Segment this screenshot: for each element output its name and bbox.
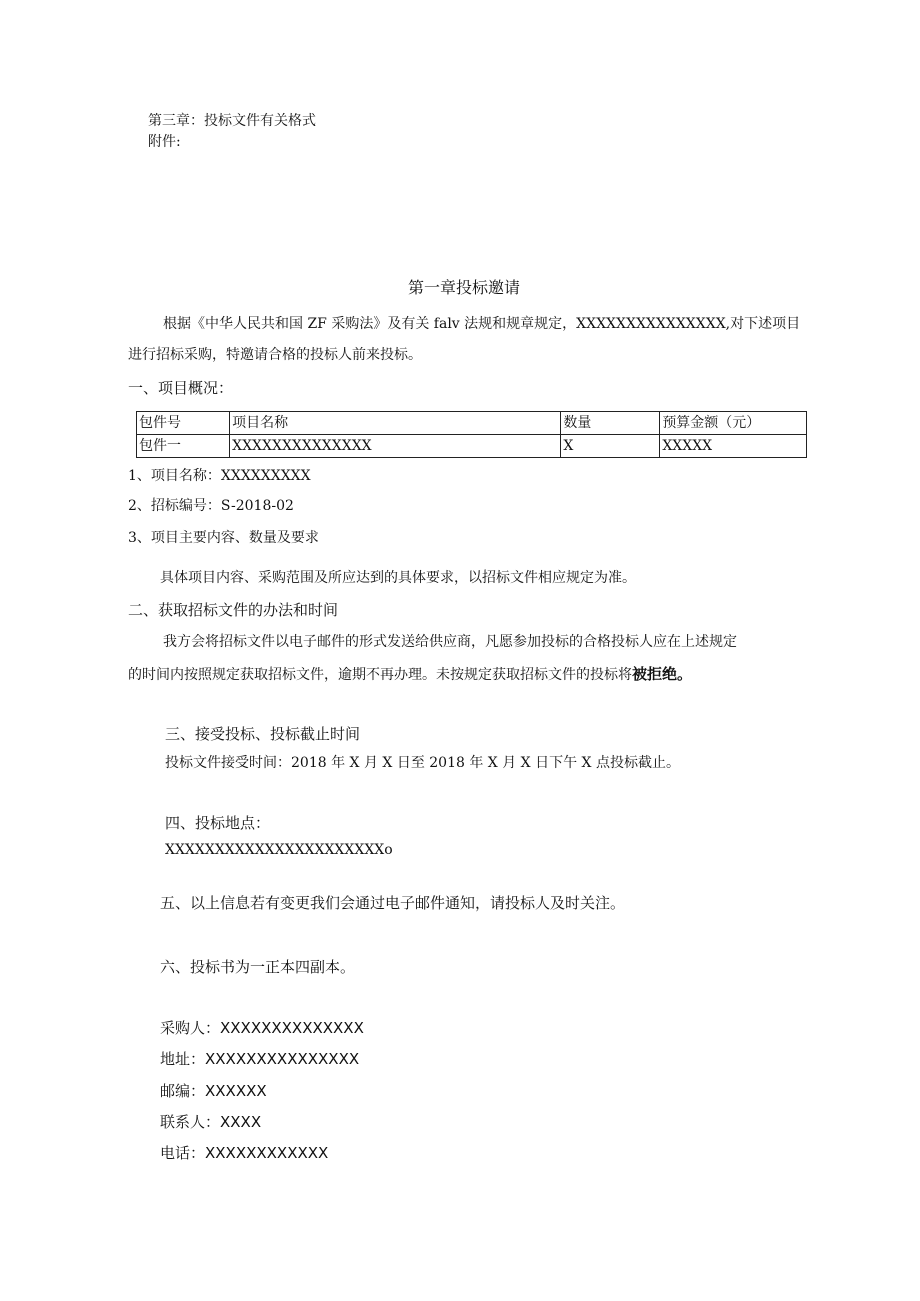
section2-rejected: 被拒绝。 [632, 665, 693, 683]
contact-address: 地址：XXXXXXXXXXXXXXX [160, 1050, 360, 1068]
content-text: 具体项目内容、采购范围及所应达到的具体要求，以招标文件相应规定为准。 [160, 570, 636, 586]
section2-line1: 我方会将招标文件以电子邮件的形式发送给供应商，凡愿参加投标的合格投标人应在上述规定 [163, 634, 737, 650]
intro-line1: 根据《中华人民共和国 ZF 采购法》及有关 falv 法规和规章规定，XXXXXXXXXXXXXXX,对下述项目 [163, 316, 801, 332]
contact-postcode: 邮编：XXXXXX [160, 1082, 267, 1100]
item-project-name: 1、项目名称：XXXXXXXXX [128, 468, 311, 484]
project-table [136, 411, 807, 458]
section3-title: 三、接受投标、投标截止时间 [165, 725, 361, 743]
contact-phone: 电话：XXXXXXXXXXXX [160, 1144, 329, 1162]
section2-title: 二、获取招标文件的办法和时间 [128, 601, 339, 619]
table-header-cell: 数量 [561, 412, 660, 435]
section3-text: 投标文件接受时间：2018 年 X 月 X 日至 2018 年 X 月 X 日下午 X 点投标截止。 [165, 755, 680, 771]
table-header-cell: 项目名称 [230, 412, 561, 435]
intro-line2: 进行招标采购，特邀请合格的投标人前来投标。 [128, 347, 422, 363]
page-title: 第一章投标邀请 [408, 278, 521, 297]
section5-title: 五、以上信息若有变更我们会通过电子邮件通知，请投标人及时关注。 [160, 894, 626, 912]
table-header-cell: 预算金额（元） [660, 412, 807, 435]
table-header-cell: 包件号 [137, 412, 230, 435]
section1-title: 一、项目概况： [128, 379, 234, 397]
table-row [137, 435, 807, 458]
table-header-row [137, 412, 807, 435]
table-cell: XXXXX [660, 435, 807, 458]
section6-title: 六、投标书为一正本四副本。 [160, 958, 356, 976]
contact-purchaser: 采购人：XXXXXXXXXXXXXX [160, 1019, 364, 1037]
item-main-content: 3、项目主要内容、数量及要求 [128, 530, 319, 546]
toc-chapter3: 第三章：投标文件有关格式 [148, 113, 316, 129]
section2-line2 [128, 663, 692, 684]
section4-text: XXXXXXXXXXXXXXXXXXXXXXo [165, 842, 393, 858]
table-cell: 包件一 [137, 435, 230, 458]
table-cell: X [561, 435, 660, 458]
section2-line2-text: 的时间内按照规定获取招标文件，逾期不再办理。未按规定获取招标文件的投标将 [128, 667, 632, 683]
section4-title: 四、投标地点： [165, 814, 271, 832]
table-cell: XXXXXXXXXXXXXX [230, 435, 561, 458]
item-tender-number: 2、招标编号：S-2018-02 [128, 498, 294, 514]
contact-person: 联系人：XXXX [160, 1113, 262, 1131]
toc-attachment: 附件: [148, 134, 181, 150]
